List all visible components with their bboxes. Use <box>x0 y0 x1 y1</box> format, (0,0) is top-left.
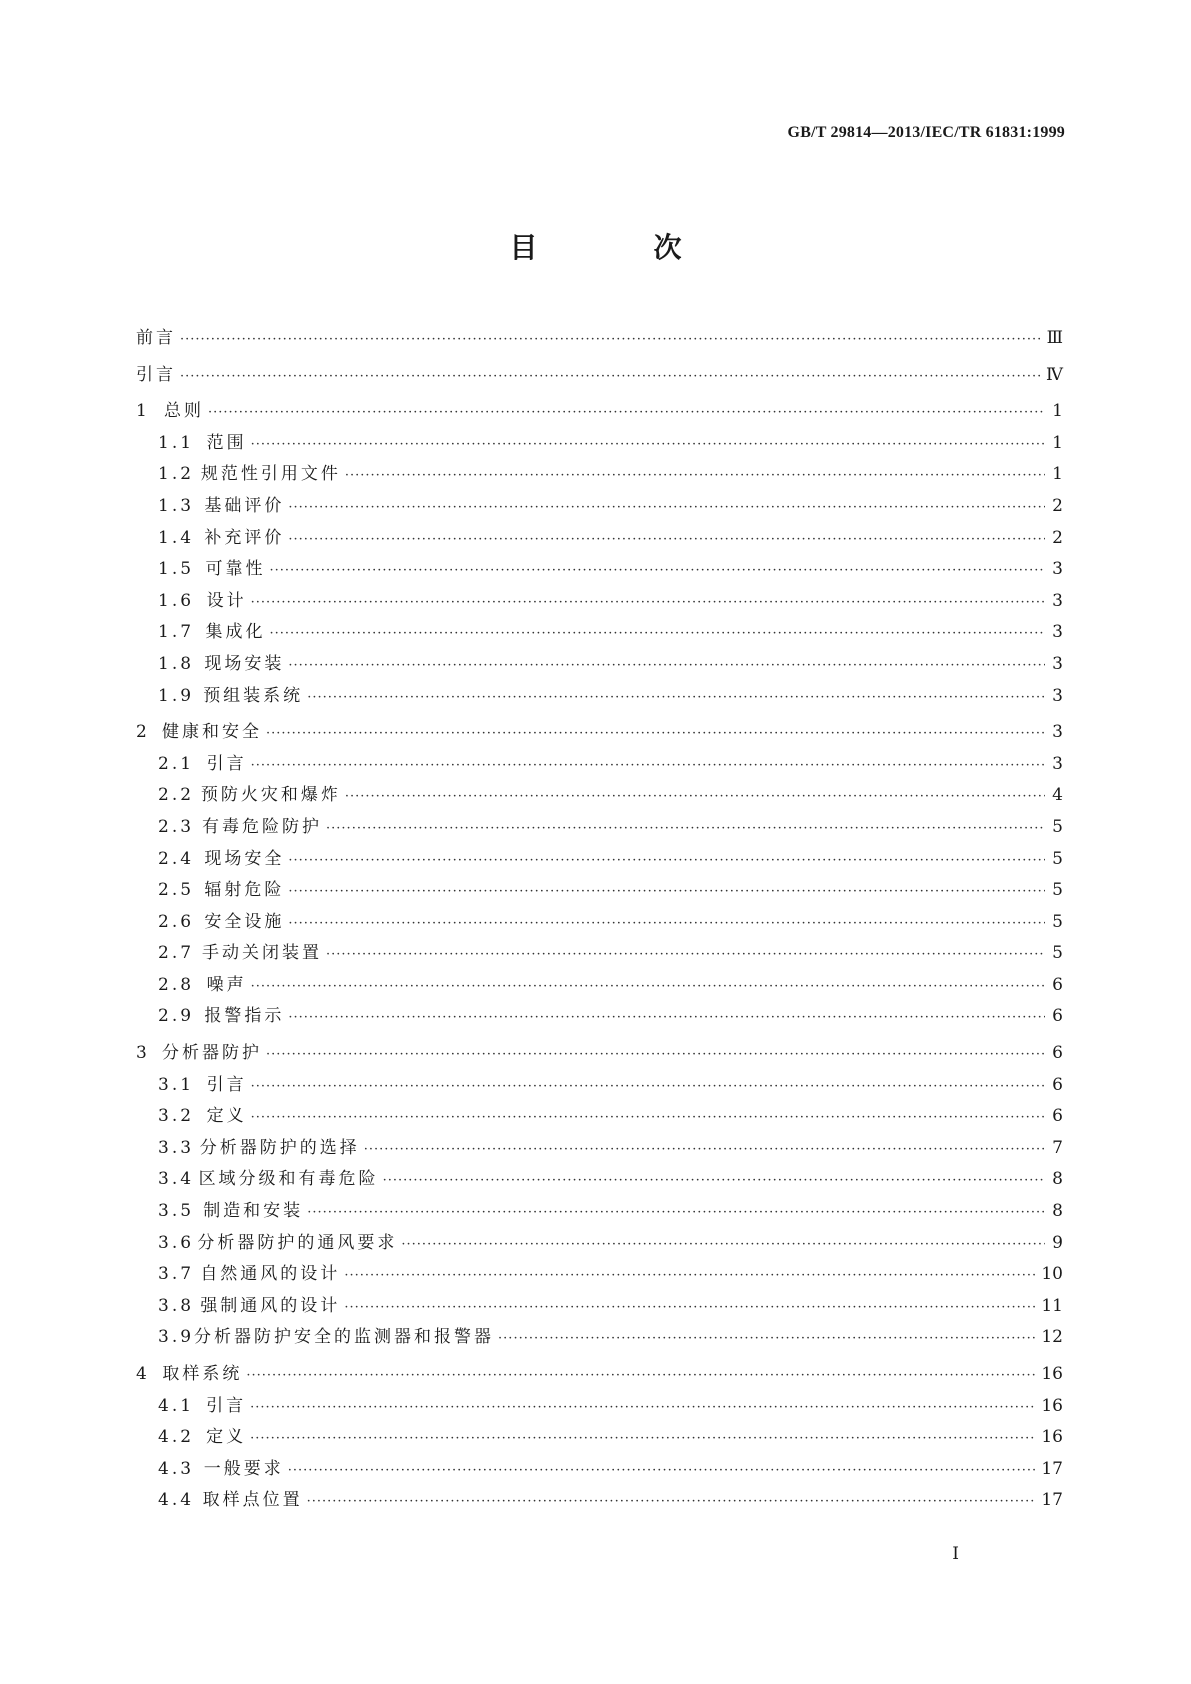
toc-entry[interactable] <box>136 907 1063 939</box>
toc-entry[interactable] <box>136 1391 1063 1423</box>
dot-leader <box>250 1400 1035 1415</box>
toc-entry-number: 1.8 <box>158 653 195 674</box>
toc-entry-number: 2.3 <box>158 816 195 837</box>
toc-entry-page: 17 <box>1041 1458 1063 1479</box>
dot-leader <box>383 1173 1045 1188</box>
toc-entry-number: 1.7 <box>158 622 195 643</box>
toc-entry[interactable] <box>136 649 1063 681</box>
toc-entry-label: 手动关闭装置 <box>202 943 323 964</box>
toc-entry-page: 6 <box>1052 1106 1063 1127</box>
toc-entry[interactable] <box>136 491 1063 523</box>
toc-entry[interactable] <box>136 1164 1063 1196</box>
toc-entry[interactable] <box>136 428 1063 460</box>
toc-entry-page: 7 <box>1052 1137 1063 1158</box>
toc-entry-number: 2.6 <box>158 911 195 932</box>
toc-entry-label: 现场安全 <box>204 848 285 869</box>
toc-entry-page: 1 <box>1052 432 1063 453</box>
toc-entry-label: 预防火灾和爆炸 <box>200 785 341 806</box>
toc-entry-page: 12 <box>1041 1327 1063 1348</box>
toc-entry-label: 分析器防护安全的监测器和报警器 <box>194 1327 495 1348</box>
dot-leader <box>246 1368 1035 1383</box>
dot-leader <box>288 916 1045 931</box>
toc-entry[interactable] <box>136 1322 1063 1354</box>
toc-entry[interactable] <box>136 970 1063 1002</box>
toc-entry[interactable] <box>136 1359 1063 1391</box>
toc-entry-page: 3 <box>1052 559 1063 580</box>
toc-entry-label: 现场安装 <box>204 653 285 674</box>
toc-entry[interactable] <box>136 812 1063 844</box>
toc-entry-page: 1 <box>1052 401 1063 422</box>
standard-code: GB/T 29814—2013/IEC/TR 61831:1999 <box>787 124 1065 141</box>
toc-entry-label: 前言 <box>136 328 176 348</box>
toc-entry[interactable] <box>136 323 1063 355</box>
toc-entry-page: 16 <box>1041 1427 1063 1448</box>
dot-leader <box>251 979 1045 994</box>
toc-entry-label: 强制通风的设计 <box>200 1295 341 1316</box>
toc-entry[interactable] <box>136 1038 1063 1070</box>
toc-entry-page: 3 <box>1052 590 1063 611</box>
toc-entry[interactable] <box>136 681 1063 713</box>
toc-entry-number: 4.4 <box>158 1490 195 1511</box>
toc-entry-number: 2.2 <box>158 785 195 806</box>
toc-entry-number: 2.7 <box>158 943 195 964</box>
dot-leader <box>251 758 1045 773</box>
toc-entry-page: 2 <box>1052 527 1063 548</box>
dot-leader <box>498 1331 1035 1346</box>
dot-leader <box>326 821 1045 836</box>
toc-entry[interactable] <box>136 586 1063 618</box>
toc-entry-page: 6 <box>1052 1043 1063 1064</box>
toc-entry-number: 3.9 <box>158 1327 195 1348</box>
toc-entry[interactable] <box>136 749 1063 781</box>
toc-entry-page: 3 <box>1052 753 1063 774</box>
toc-entry-label: 取样点位置 <box>202 1490 303 1511</box>
toc-entry-page: 5 <box>1052 880 1063 901</box>
toc-entry-page: 5 <box>1052 848 1063 869</box>
toc-entry-page: 1 <box>1052 464 1063 485</box>
toc-entry-label: 集成化 <box>205 622 266 643</box>
dot-leader <box>251 1110 1045 1125</box>
dot-leader <box>251 1079 1045 1094</box>
toc-entry-number: 3.8 <box>158 1295 195 1316</box>
toc-entry-label: 基础评价 <box>204 495 285 516</box>
toc-entry[interactable] <box>136 1422 1063 1454</box>
toc-entry-page: 3 <box>1052 685 1063 706</box>
toc-entry-label: 制造和安装 <box>203 1201 304 1222</box>
dot-leader <box>344 1268 1035 1283</box>
dot-leader <box>180 369 1040 384</box>
toc-entry-page: 8 <box>1052 1169 1063 1190</box>
toc-entry-page: 16 <box>1041 1364 1063 1384</box>
toc-entry-page: 4 <box>1052 785 1063 806</box>
toc-entry-label: 安全设施 <box>204 911 285 932</box>
toc-entry-number: 3.2 <box>158 1106 195 1127</box>
toc-entry-number: 2 <box>136 722 150 743</box>
page-title: 目 次 <box>509 231 726 264</box>
toc-entry-label: 辐射危险 <box>204 880 285 901</box>
toc-entry-number: 1.9 <box>158 685 195 706</box>
toc-entry-number: 2.1 <box>158 753 195 774</box>
dot-leader <box>250 1431 1035 1446</box>
toc-entry-number: 4.3 <box>158 1458 195 1479</box>
dot-leader <box>345 789 1045 804</box>
toc-entry-number: 2.8 <box>158 974 195 995</box>
toc-entry-label: 设计 <box>206 590 247 611</box>
toc-entry-number: 3.1 <box>158 1074 195 1095</box>
dot-leader <box>344 1300 1035 1315</box>
toc-entry-number: 1.3 <box>158 495 195 516</box>
toc-entry-label: 引言 <box>206 1395 247 1416</box>
toc-entry-page: 6 <box>1052 1074 1063 1095</box>
dot-leader <box>288 1010 1045 1025</box>
toc-entry-number: 3.4 <box>158 1169 195 1190</box>
toc-entry[interactable] <box>136 1259 1063 1291</box>
dot-leader <box>307 690 1045 705</box>
dot-leader <box>401 1237 1045 1252</box>
toc-entry[interactable] <box>136 523 1063 555</box>
dot-leader <box>251 595 1045 610</box>
toc-entry-label: 规范性引用文件 <box>200 464 341 485</box>
toc-entry-number: 4.2 <box>158 1427 195 1448</box>
dot-leader <box>326 947 1045 962</box>
toc-entry[interactable] <box>136 717 1063 749</box>
dot-leader <box>288 500 1045 515</box>
toc-entry[interactable] <box>136 1228 1063 1260</box>
dot-leader <box>208 405 1045 420</box>
toc-entry-label: 引言 <box>206 1074 247 1095</box>
dot-leader <box>307 1494 1036 1509</box>
toc-entry-label: 健康和安全 <box>162 722 263 743</box>
toc-entry[interactable] <box>136 396 1063 428</box>
toc-entry-number: 3.5 <box>158 1201 195 1222</box>
dot-leader <box>288 1463 1036 1478</box>
toc-entry-label: 补充评价 <box>204 527 285 548</box>
toc-entry-label: 范围 <box>206 432 247 453</box>
toc-entry-number: 1 <box>136 401 150 422</box>
dot-leader <box>266 726 1045 741</box>
toc-entry[interactable] <box>136 1101 1063 1133</box>
dot-leader <box>364 1142 1045 1157</box>
toc-entry-page: 17 <box>1041 1490 1063 1511</box>
toc-entry-label: 噪声 <box>206 974 247 995</box>
toc-entry[interactable] <box>136 1454 1063 1486</box>
dot-leader <box>288 658 1045 673</box>
toc-entry-page: 10 <box>1041 1264 1063 1285</box>
toc-entry-label: 自然通风的设计 <box>200 1264 341 1285</box>
toc-entry-page: 5 <box>1052 816 1063 837</box>
toc-entry-page: 3 <box>1052 722 1063 743</box>
table-of-contents <box>136 323 1063 1517</box>
toc-entry-label: 总则 <box>163 401 204 422</box>
toc-entry-number: 1.2 <box>158 464 195 485</box>
dot-leader <box>180 332 1041 347</box>
toc-entry-number: 3.3 <box>158 1137 195 1158</box>
toc-entry[interactable] <box>136 938 1063 970</box>
toc-entry[interactable] <box>136 1485 1063 1517</box>
toc-entry[interactable] <box>136 554 1063 586</box>
toc-entry-page: 3 <box>1052 653 1063 674</box>
dot-leader <box>288 532 1045 547</box>
toc-entry[interactable] <box>136 617 1063 649</box>
toc-entry[interactable] <box>136 1001 1063 1033</box>
toc-entry-label: 取样系统 <box>162 1364 243 1384</box>
toc-entry-page: Ⅳ <box>1046 364 1063 385</box>
toc-entry-number: 2.9 <box>158 1006 195 1027</box>
toc-entry-number: 1.4 <box>158 527 195 548</box>
toc-entry-label: 报警指示 <box>204 1006 285 1027</box>
toc-entry-page: 11 <box>1041 1295 1063 1316</box>
toc-entry-number: 1.6 <box>158 590 195 611</box>
toc-entry[interactable] <box>136 360 1063 392</box>
toc-entry-page: Ⅲ <box>1046 328 1063 348</box>
toc-entry-label: 有毒危险防护 <box>202 816 323 837</box>
dot-leader <box>251 437 1045 452</box>
toc-entry-page: 5 <box>1052 943 1063 964</box>
toc-entry-page: 6 <box>1052 1006 1063 1027</box>
dot-leader <box>266 1047 1045 1062</box>
toc-entry-page: 2 <box>1052 495 1063 516</box>
toc-entry-label: 引言 <box>206 753 247 774</box>
toc-entry-page: 8 <box>1052 1201 1063 1222</box>
dot-leader <box>288 884 1045 899</box>
toc-entry-label: 分析器防护的选择 <box>199 1137 360 1158</box>
toc-entry-label: 可靠性 <box>205 559 266 580</box>
toc-entry-number: 3.7 <box>158 1264 195 1285</box>
toc-entry-label: 引言 <box>136 364 176 385</box>
dot-leader <box>269 626 1045 641</box>
toc-entry-number: 3 <box>136 1043 150 1064</box>
toc-entry-label: 定义 <box>206 1106 247 1127</box>
toc-entry[interactable] <box>136 1291 1063 1323</box>
toc-entry-number: 3.6 <box>158 1232 195 1253</box>
toc-entry-label: 区域分级和有毒危险 <box>198 1169 379 1190</box>
toc-entry[interactable] <box>136 459 1063 491</box>
toc-entry-page: 6 <box>1052 974 1063 995</box>
page-number: I <box>952 1544 959 1564</box>
toc-entry-page: 16 <box>1041 1395 1063 1416</box>
toc-entry-label: 预组装系统 <box>203 685 304 706</box>
dot-leader <box>345 468 1045 483</box>
toc-entry-label: 定义 <box>206 1427 247 1448</box>
toc-entry-label: 一般要求 <box>203 1458 284 1479</box>
toc-entry[interactable] <box>136 1133 1063 1165</box>
toc-entry-label: 分析器防护的通风要求 <box>197 1232 398 1253</box>
dot-leader <box>307 1205 1045 1220</box>
toc-entry-number: 1.5 <box>158 559 195 580</box>
toc-entry-label: 分析器防护 <box>162 1043 263 1064</box>
dot-leader <box>269 563 1045 578</box>
toc-entry[interactable] <box>136 780 1063 812</box>
toc-entry[interactable] <box>136 844 1063 876</box>
toc-entry-page: 9 <box>1052 1232 1063 1253</box>
toc-entry[interactable] <box>136 1070 1063 1102</box>
toc-entry-page: 5 <box>1052 911 1063 932</box>
toc-entry[interactable] <box>136 875 1063 907</box>
toc-entry-number: 4 <box>136 1364 150 1384</box>
dot-leader <box>288 853 1045 868</box>
toc-entry-number: 1.1 <box>158 432 195 453</box>
toc-entry-number: 2.4 <box>158 848 195 869</box>
toc-entry-page: 3 <box>1052 622 1063 643</box>
toc-entry-number: 2.5 <box>158 880 195 901</box>
toc-entry-number: 4.1 <box>158 1395 195 1416</box>
toc-entry[interactable] <box>136 1196 1063 1228</box>
